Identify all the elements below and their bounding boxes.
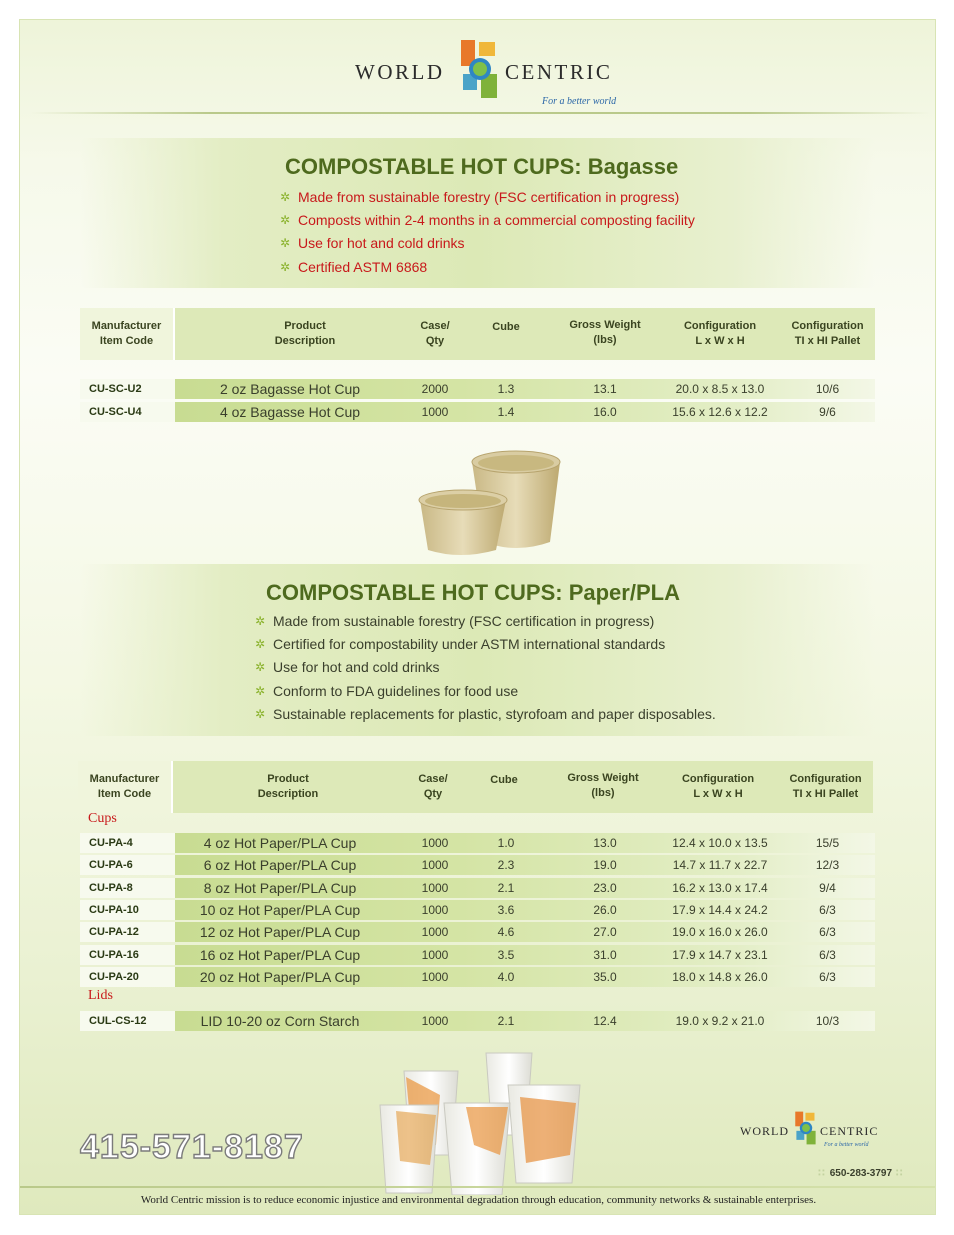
cube-value: 1.0 — [497, 836, 515, 850]
footer-divider — [20, 1186, 936, 1188]
item-code: CUL-CS-12 — [80, 1011, 175, 1031]
configuration: 14.7 x 11.7 x 22.7 — [672, 858, 768, 873]
header-configuration: Configuration L x W x H — [681, 773, 755, 800]
header-item-code: Manufacturer Item Code — [80, 308, 175, 360]
dots-decoration: ∷ — [818, 1168, 830, 1179]
green-star-icon: ✲ — [255, 637, 266, 652]
green-star-icon: ✲ — [255, 660, 266, 675]
paper-pla-table-header — [78, 761, 873, 813]
header-pallet: Configuration TI x HI Pallet — [791, 320, 864, 347]
cube-value: 2.1 — [497, 880, 515, 895]
table-row — [80, 833, 875, 853]
case-qty: 1000 — [421, 405, 449, 419]
gross-weight: 13.0 — [593, 836, 617, 850]
feature-item: ✲ Made from sustainable forestry (FSC certification in progress) — [255, 612, 655, 629]
configuration: 19.0 x 16.0 x 26.0 — [672, 925, 768, 940]
item-code: CU-PA-16 — [80, 945, 175, 965]
gross-weight: 23.0 — [593, 880, 617, 895]
section-label-cups: Cups — [88, 811, 117, 826]
gross-weight: 13.1 — [593, 382, 617, 396]
header-configuration: Configuration L x W x H — [683, 320, 757, 347]
table-row — [80, 379, 875, 399]
logo-tagline: For a better world — [542, 96, 617, 107]
world-centric-logo-icon — [457, 38, 503, 100]
product-description: 6 oz Hot Paper/PLA Cup — [203, 857, 357, 874]
secondary-phone: ∷ 650-283-3797 ∷ — [818, 1168, 904, 1179]
pallet-config: 9/6 — [819, 405, 836, 419]
case-qty: 1000 — [421, 836, 449, 850]
logo-word-centric: CENTRIC — [505, 60, 613, 84]
green-star-icon: ✲ — [255, 683, 266, 698]
gross-weight: 27.0 — [593, 925, 617, 940]
mission-statement: World Centric mission is to reduce economic injustice and environmental degradation through education, community networks & sustainable enterprises. — [140, 1194, 817, 1206]
product-description: 4 oz Hot Paper/PLA Cup — [203, 835, 357, 851]
product-sheet — [19, 19, 936, 1215]
pallet-config: 9/4 — [819, 880, 836, 895]
pallet-config: 6/3 — [819, 902, 836, 917]
configuration: 17.9 x 14.7 x 23.1 — [672, 947, 768, 962]
case-qty: 1000 — [421, 880, 449, 895]
table-row — [80, 402, 875, 422]
header-cube: Cube — [490, 774, 518, 786]
header-divider — [30, 112, 930, 114]
product-description: 20 oz Hot Paper/PLA Cup — [199, 968, 361, 985]
cube-value: 3.6 — [497, 902, 515, 917]
gross-weight: 35.0 — [593, 969, 617, 984]
logo-word-world: WORLD — [740, 1124, 789, 1138]
case-qty: 1000 — [421, 1014, 449, 1028]
table-row — [80, 922, 875, 942]
configuration: 20.0 x 8.5 x 13.0 — [675, 382, 765, 396]
feature-item: ✲ Conform to FDA guidelines for food use — [255, 682, 519, 699]
green-star-icon: ✲ — [280, 259, 291, 274]
gross-weight: 26.0 — [593, 902, 617, 917]
green-star-icon: ✲ — [280, 236, 291, 251]
bagasse-feature-list — [280, 185, 695, 279]
product-description: 10 oz Hot Paper/PLA Cup — [199, 901, 361, 918]
header-product-description: Product Description — [274, 320, 336, 347]
table-row — [80, 855, 875, 875]
cube-value: 4.0 — [497, 969, 515, 984]
cube-value: 3.5 — [497, 947, 515, 962]
pallet-config: 6/3 — [819, 925, 836, 940]
item-code: CU-PA-10 — [80, 900, 175, 920]
case-qty: 1000 — [421, 858, 449, 873]
section-label-lids: Lids — [88, 988, 113, 1003]
pallet-config: 6/3 — [819, 969, 836, 984]
header-pallet: Configuration TI x HI Pallet — [789, 773, 862, 800]
feature-item: ✲ Sustainable replacements for plastic, styrofoam and paper disposables. — [255, 706, 716, 723]
item-code: CU-PA-20 — [80, 967, 175, 987]
pallet-config: 10/3 — [815, 1014, 840, 1028]
configuration: 18.0 x 14.8 x 26.0 — [672, 969, 768, 984]
cube-value: 4.6 — [497, 925, 515, 940]
configuration: 16.2 x 13.0 x 17.4 — [672, 880, 768, 895]
header-case-qty: Case/ Qty — [420, 320, 450, 347]
item-code: CU-PA-8 — [80, 878, 175, 898]
header-gross-weight: Gross Weight (lbs) — [569, 319, 641, 346]
gross-weight: 19.0 — [593, 858, 617, 873]
cube-value: 2.1 — [497, 1014, 515, 1028]
logo-word-world: WORLD — [355, 60, 445, 84]
logo-tagline: For a better world — [824, 1142, 869, 1148]
bagasse-table-header — [80, 308, 875, 360]
header-product-description: Product Description — [257, 773, 319, 800]
case-qty: 2000 — [421, 382, 449, 396]
gross-weight: 16.0 — [593, 405, 617, 419]
case-qty: 1000 — [421, 925, 449, 940]
product-description: LID 10-20 oz Corn Starch — [200, 1013, 360, 1029]
cube-value: 1.4 — [497, 405, 515, 419]
case-qty: 1000 — [421, 902, 449, 917]
feature-item: ✲ Composts within 2-4 months in a commercial composting facility — [280, 212, 695, 229]
pallet-config: 6/3 — [819, 947, 836, 962]
table-row — [80, 878, 875, 898]
header-cube: Cube — [492, 321, 520, 333]
main-phone-number: 415-571-8187 — [80, 1128, 304, 1166]
item-code: CU-SC-U2 — [80, 379, 175, 399]
bagasse-title: COMPOSTABLE HOT CUPS: Bagasse — [285, 154, 679, 179]
world-centric-logo-small — [740, 1108, 890, 1158]
bagasse-cups-image — [400, 442, 570, 562]
table-row — [80, 900, 875, 920]
case-qty: 1000 — [421, 969, 449, 984]
table-row — [80, 1011, 875, 1031]
case-qty: 1000 — [421, 947, 449, 962]
product-description: 2 oz Bagasse Hot Cup — [219, 381, 361, 397]
feature-item: ✲ Certified for compostability under ASTM international standards — [255, 636, 666, 653]
gross-weight: 12.4 — [593, 1014, 617, 1028]
green-star-icon: ✲ — [280, 189, 291, 204]
world-centric-logo — [355, 38, 655, 107]
product-description: 4 oz Bagasse Hot Cup — [219, 404, 361, 420]
paper-pla-title: COMPOSTABLE HOT CUPS: Paper/PLA — [266, 580, 680, 605]
logo-word-centric: CENTRIC — [820, 1124, 879, 1138]
configuration: 15.6 x 12.6 x 12.2 — [672, 405, 768, 419]
header-item-code: Manufacturer Item Code — [78, 761, 173, 813]
pallet-config: 10/6 — [815, 382, 840, 396]
header-case-qty: Case/ Qty — [418, 773, 448, 800]
green-star-icon: ✲ — [255, 613, 266, 628]
product-description: 16 oz Hot Paper/PLA Cup — [199, 946, 361, 963]
item-code: CU-PA-12 — [80, 922, 175, 942]
paper-pla-feature-panel — [80, 564, 875, 736]
pallet-config: 12/3 — [815, 858, 840, 873]
pallet-config: 15/5 — [815, 836, 840, 850]
item-code: CU-PA-4 — [80, 833, 175, 853]
dots-decoration: ∷ — [892, 1168, 904, 1179]
cube-value: 2.3 — [497, 858, 515, 873]
world-centric-logo-icon — [793, 1108, 819, 1148]
configuration: 17.9 x 14.4 x 24.2 — [672, 902, 768, 917]
paper-pla-feature-list — [255, 609, 716, 726]
header-gross-weight: Gross Weight (lbs) — [567, 772, 639, 799]
table-row — [80, 945, 875, 965]
green-star-icon: ✲ — [280, 213, 291, 228]
product-description: 8 oz Hot Paper/PLA Cup — [203, 879, 357, 896]
feature-item: ✲ Certified ASTM 6868 — [280, 258, 428, 275]
gross-weight: 31.0 — [593, 947, 617, 962]
green-star-icon: ✲ — [255, 707, 266, 722]
table-row — [80, 967, 875, 987]
feature-item: ✲ Use for hot and cold drinks — [280, 235, 465, 252]
configuration: 12.4 x 10.0 x 13.5 — [672, 836, 768, 850]
feature-item: ✲ Made from sustainable forestry (FSC certification in progress) — [280, 188, 680, 205]
bagasse-feature-panel — [80, 138, 875, 288]
item-code: CU-PA-6 — [80, 855, 175, 875]
configuration: 19.0 x 9.2 x 21.0 — [675, 1014, 765, 1028]
product-description: 12 oz Hot Paper/PLA Cup — [199, 924, 361, 941]
feature-item: ✲ Use for hot and cold drinks — [255, 659, 440, 676]
paper-pla-cups-image — [370, 1045, 600, 1195]
cube-value: 1.3 — [497, 382, 515, 396]
item-code: CU-SC-U4 — [80, 402, 175, 422]
